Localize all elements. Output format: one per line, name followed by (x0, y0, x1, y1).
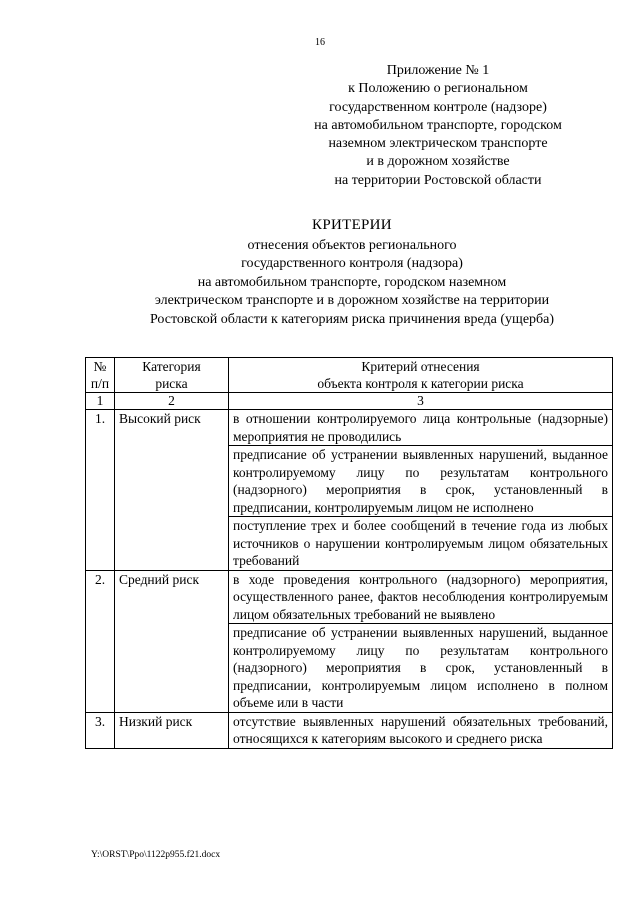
column-number: 1 (86, 393, 115, 410)
criterion-cell: поступление трех и более сообщений в течение года из любых источников о нарушении контролируемым лицом обязательных требований (229, 517, 613, 571)
appendix-line: на территории Ростовской области (334, 172, 542, 188)
row-number: 1. (86, 410, 115, 571)
criterion-cell: предписание об устранении выявленных нарушений, выданное контролируемому лицу по результатам контрольного (надзорного) мероприятия в срок, установленный в предписании, контролируемым лицом не исполнено (229, 446, 613, 517)
header-text: объекта контроля к категории риска (317, 376, 524, 391)
criterion-cell: в отношении контролируемого лица контрольные (надзорные) мероприятия не проводились (229, 410, 613, 446)
criteria-line: отнесения объектов регионального (247, 237, 457, 253)
criteria-line: государственного контроля (надзора) (241, 256, 463, 272)
appendix-line: государственном контроле (надзоре) (329, 99, 547, 115)
criterion-cell: в ходе проведения контрольного (надзорного) мероприятия, осуществленного ранее, фактов несоблюдения контролируемым лицом обязательных требований не выявлено (229, 570, 613, 624)
table-row (86, 570, 613, 624)
criteria-title: КРИТЕРИИ (312, 217, 392, 233)
criteria-line: на автомобильном транспорте, городском наземном (197, 274, 507, 290)
risk-category: Высокий риск (115, 410, 229, 571)
header-text: Критерий отнесения (361, 359, 480, 374)
header-text: № (93, 359, 107, 374)
appendix-block (288, 62, 588, 190)
file-path-footer: Y:\ORST\Ppo\1122p955.f21.docx (91, 850, 221, 860)
header-text: п/п (90, 376, 110, 391)
risk-category: Средний риск (115, 570, 229, 712)
column-number: 2 (115, 393, 229, 410)
risk-category: Низкий риск (115, 712, 229, 748)
appendix-line: Приложение № 1 (386, 63, 490, 78)
page-number: 16 (315, 37, 325, 48)
header-text: риска (155, 376, 188, 391)
risk-criteria-table (85, 357, 613, 749)
header-text: Категория (142, 359, 201, 374)
table-row (86, 410, 613, 446)
criterion-cell: предписание об устранении выявленных нарушений, выданное контролируемому лицу по результатам контрольного (надзорного) мероприятия в срок, установленный в предписании, контролируемым лицом исполнено в полном объеме или в части (229, 624, 613, 713)
appendix-line: на автомобильном транспорте, городском (314, 117, 562, 133)
criteria-heading (0, 216, 640, 330)
header-number (86, 358, 115, 393)
appendix-line: наземном электрическом транспорте (328, 136, 548, 152)
header-criterion (229, 358, 613, 393)
header-category (115, 358, 229, 393)
table-number-row (86, 393, 613, 410)
table-header-row (86, 358, 613, 393)
appendix-line: и в дорожном хозяйстве (366, 154, 510, 170)
row-number: 3. (86, 712, 115, 748)
row-number: 2. (86, 570, 115, 712)
criterion-cell: отсутствие выявленных нарушений обязательных требований, относящихся к категориям высокого и среднего риска (229, 712, 613, 748)
table-row (86, 712, 613, 748)
criteria-line: Ростовской области к категориям риска причинения вреда (ущерба) (149, 311, 555, 327)
column-number: 3 (229, 393, 613, 410)
criteria-line: электрическом транспорте и в дорожном хозяйстве на территории (154, 293, 550, 309)
appendix-line: к Положению о региональном (348, 81, 528, 97)
